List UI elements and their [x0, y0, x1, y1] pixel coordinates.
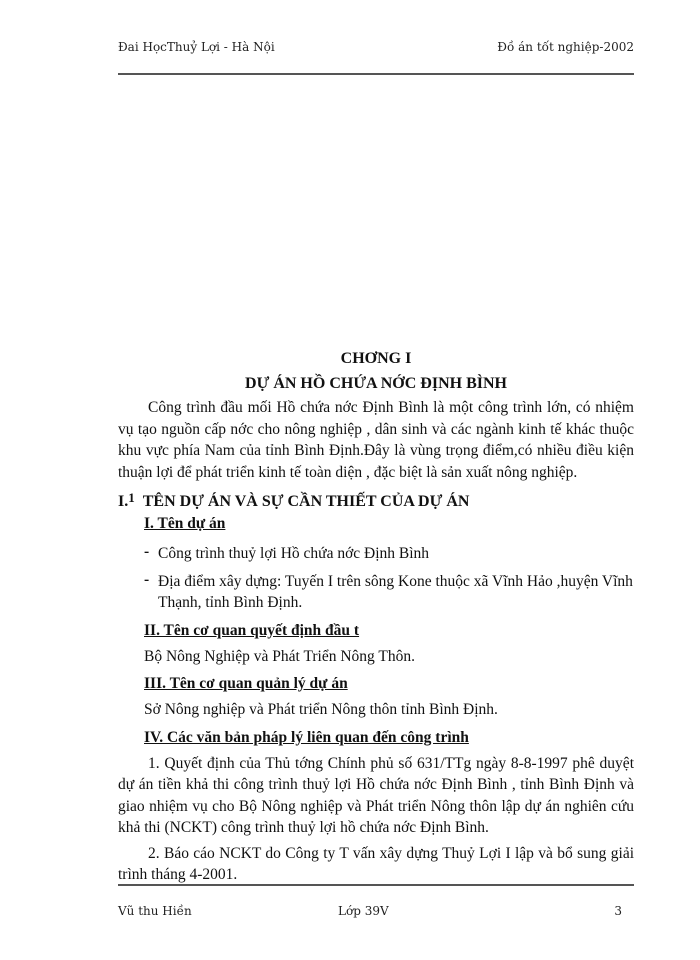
footer-rule: [118, 884, 634, 886]
bullet-dash-icon: -: [144, 543, 150, 560]
legal-item-2: 2. Báo cáo NCKT do Công ty T vấn xây dựng Thuỷ Lợi I lập và bổ sung giải trình tháng 4-2001.: [118, 844, 634, 883]
legal-item-1: 1. Quyết định của Thủ tớng Chính phủ số 631/TTg ngày 8-8-1997 phê duyệt dự án tiền khả thi công trình thuỷ lợi Hồ chứa nớc Định Bình , tỉnh Bình Định và giao nhiệm vụ cho Bộ Nông nghiệp và Phát triển Nông thôn lập dự án nghiên cứu khả thi (NCKT) công trình thuỷ lợi hồ chứa nớc Định Bình.: [118, 754, 634, 836]
bullet-item: [118, 543, 634, 565]
page-number: 3: [614, 904, 622, 918]
footer-author: Vũ thu Hiền: [118, 904, 192, 918]
subsection-heading-4: IV. Các văn bản pháp lý liên quan đến công trình: [144, 728, 469, 746]
page-body: [118, 347, 634, 886]
page-header: [118, 40, 634, 54]
bullet-text: Công trình thuỷ lợi Hồ chứa nớc Định Bình: [158, 545, 430, 562]
subsection-heading-3: III. Tên cơ quan quản lý dự án: [144, 675, 348, 692]
footer-class: Lớp 39V: [338, 904, 389, 918]
subsection-text-2: Bộ Nông Nghiệp và Phát Triển Nông Thôn.: [144, 647, 415, 665]
bullet-text: Địa điểm xây dựng: Tuyến I trên sông Kone thuộc xã Vĩnh Hảo ,huyện Vĩnh Thạnh, tỉnh Bình Định.: [158, 572, 633, 611]
chapter-title: DỰ ÁN HỒ CHỨA NỚC ĐỊNH BÌNH: [245, 375, 507, 392]
subsection-heading-2: II. Tên cơ quan quyết định đầu t: [144, 621, 360, 639]
intro-paragraph: Công trình đầu mối Hồ chứa nớc Định Bình là một công trình lớn, có nhiệm vụ tạo nguồn cấp nớc cho nông nghiệp , dân sinh và các ngành kinh tế khác thuộc khu vực phía Nam của tỉnh Bình Định.Đây là vùng trọng điểm,có nhiều điều kiện thuận lợi để phát triển kinh tế toàn diện , đặc biệt là sản xuất nông nghiệp.: [118, 399, 634, 481]
section-number: I.: [118, 493, 129, 510]
header-university: Đai HọcThuỷ Lợi - Hà Nội: [118, 40, 275, 54]
section-heading: [118, 487, 634, 513]
bullet-dash-icon: -: [144, 570, 150, 588]
subsection-heading-1: I. Tên dự án: [144, 515, 226, 532]
section-title: TÊN DỰ ÁN VÀ SỰ CẦN THIẾT CỦA DỰ ÁN: [142, 493, 470, 510]
header-project: Đồ án tốt nghiệp-2002: [497, 40, 634, 54]
bullet-item: [118, 571, 634, 614]
header-rule: [118, 73, 634, 75]
section-number-sup: 1: [128, 490, 135, 505]
chapter-label: CHƠNG I: [340, 350, 412, 367]
subsection-text-3: Sở Nông nghiệp và Phát triển Nông thôn tỉnh Bình Định.: [144, 701, 498, 718]
